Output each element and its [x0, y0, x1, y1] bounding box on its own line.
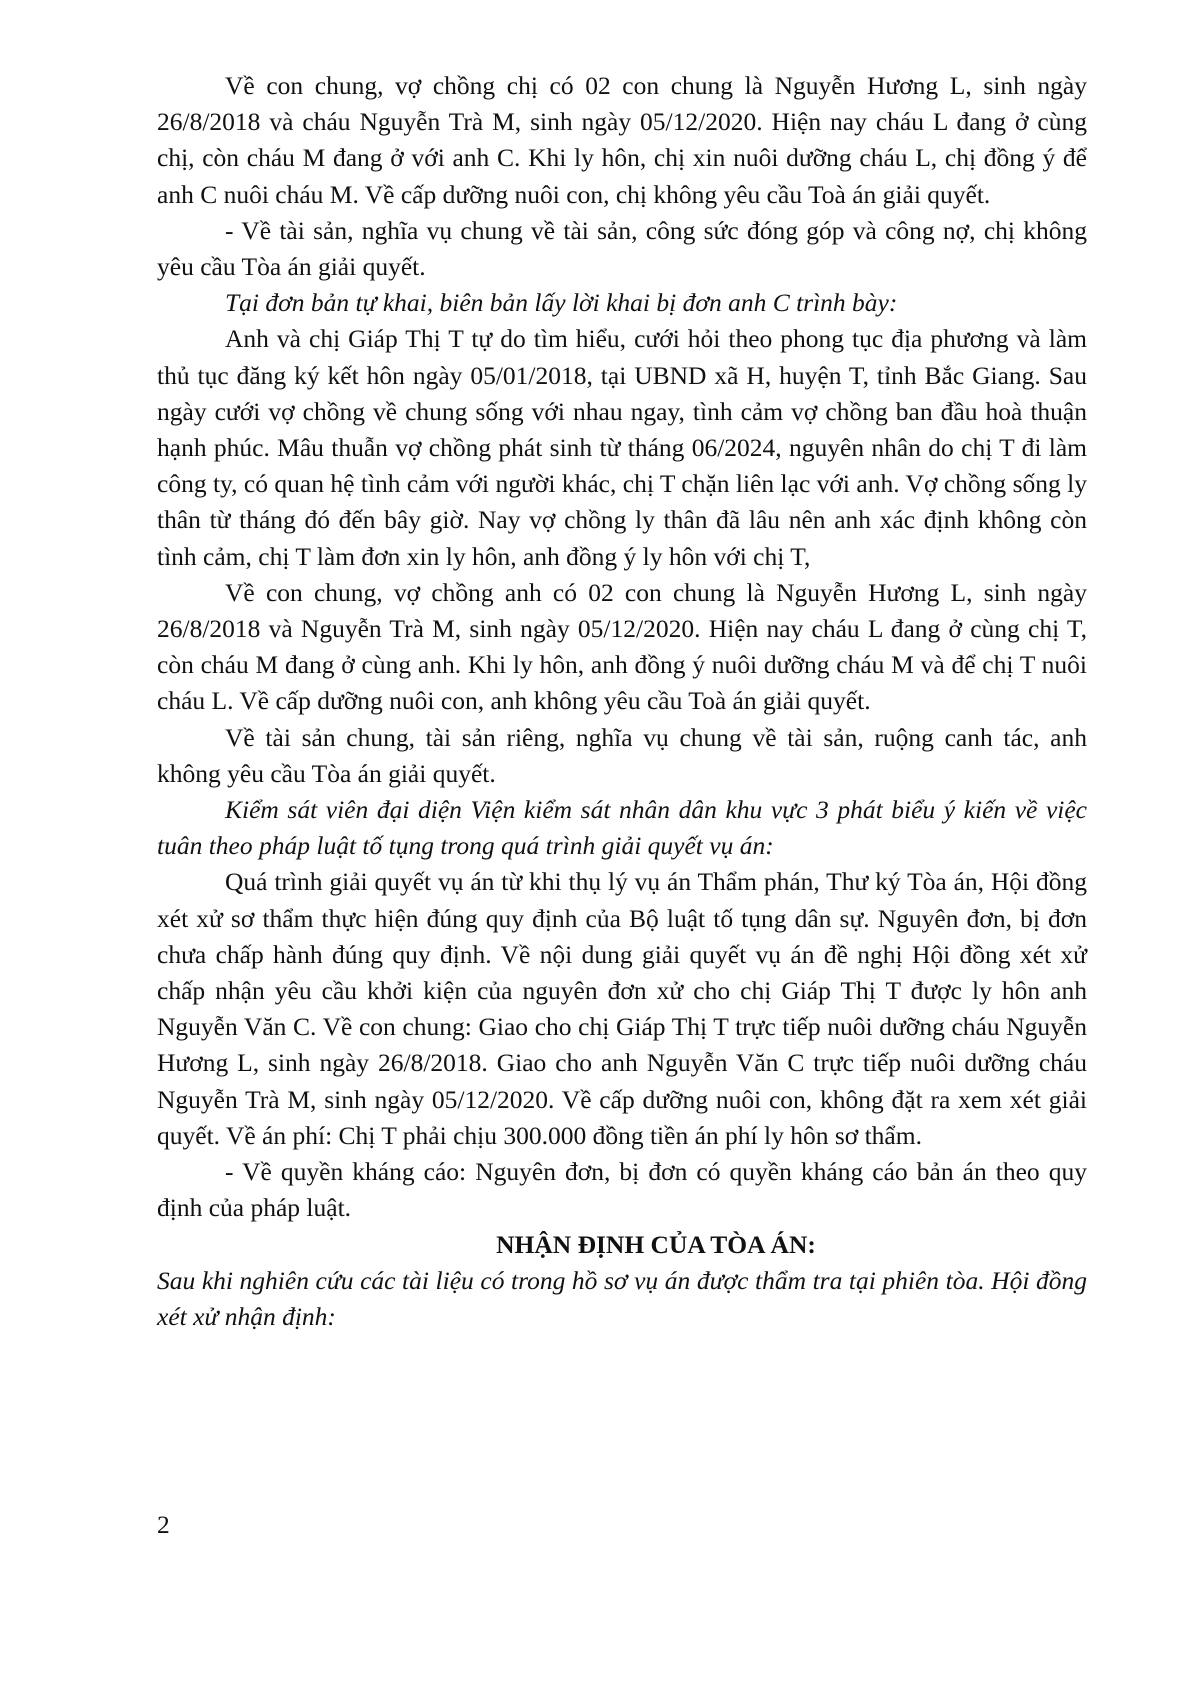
paragraph-prosecutor-intro: Kiểm sát viên đại diện Viện kiểm sát nhân dân khu vực 3 phát biểu ý kiến về việc tuân theo pháp luật tố tụng trong quá trình giải quyết vụ án: — [157, 795, 1087, 861]
section-heading: NHẬN ĐỊNH CỦA TÒA ÁN: — [496, 1229, 816, 1259]
page-number: 2 — [157, 1510, 170, 1539]
paragraph-children-plaintiff: Về con chung, vợ chồng chị có 02 con chung là Nguyễn Hương L, sinh ngày 26/8/2018 và cháu Nguyễn Trà M, sinh ngày 05/12/2020. Hiện nay cháu L đang ở cùng chị, còn cháu M đang ở với anh C. Khi ly hôn, chị xin nuôi dưỡng cháu L, chị đồng ý để anh C nuôi cháu M. Về cấp dưỡng nuôi con, chị không yêu cầu Toà án giải quyết. — [157, 71, 1087, 209]
paragraph-property-plaintiff: - Về tài sản, nghĩa vụ chung về tài sản, công sức đóng góp và công nợ, chị không yêu cầu Tòa án giải quyết. — [157, 215, 1087, 282]
paragraph-appeal-right: - Về quyền kháng cáo: Nguyên đơn, bị đơn có quyền kháng cáo bản án theo quy định của pháp luật. — [157, 1157, 1087, 1223]
document-body — [157, 68, 1087, 1335]
paragraph-council-intro: Sau khi nghiên cứu các tài liệu có trong hồ sơ vụ án được thẩm tra tại phiên tòa. Hội đồng xét xử nhận định: — [157, 1265, 1087, 1331]
paragraph-property-defendant: Về tài sản chung, tài sản riêng, nghĩa vụ chung về tài sản, ruộng canh tác, anh không yêu cầu Tòa án giải quyết. — [157, 722, 1087, 788]
paragraph-defendant-intro: Tại đơn bản tự khai, biên bản lấy lời khai bị đơn anh C trình bày: — [225, 288, 898, 318]
paragraph-defendant-statement: Anh và chị Giáp Thị T tự do tìm hiểu, cưới hỏi theo phong tục địa phương và làm thủ tục đăng ký kết hôn ngày 05/01/2018, tại UBND xã H, huyện T, tỉnh Bắc Giang. Sau ngày cưới vợ chồng về chung sống với nhau ngay, tình cảm vợ chồng ban đầu hoà thuận hạnh phúc. Mâu thuẫn vợ chồng phát sinh từ tháng 06/2024, nguyên nhân do chị T đi làm công ty, có quan hệ tình cảm với người khác, chị T chặn liên lạc với anh. Vợ chồng sống ly thân từ tháng đó đến bây giờ. Nay vợ chồng ly thân đã lâu nên anh xác định không còn tình cảm, chị T làm đơn xin ly hôn, anh đồng ý ly hôn với chị T, — [157, 324, 1087, 571]
paragraph-prosecutor-opinion: Quá trình giải quyết vụ án từ khi thụ lý vụ án Thẩm phán, Thư ký Tòa án, Hội đồng xét xử sơ thẩm thực hiện đúng quy định của Bộ luật tố tụng dân sự. Nguyên đơn, bị đơn chưa chấp hành đúng quy định. Về nội dung giải quyết vụ án đề nghị Hội đồng xét xử chấp nhận yêu cầu khởi kiện của nguyên đơn xử cho chị Giáp Thị T được ly hôn anh Nguyễn Văn C. Về con chung: Giao cho chị Giáp Thị T trực tiếp nuôi dưỡng cháu Nguyễn Hương L, sinh ngày 26/8/2018. Giao cho anh Nguyễn Văn C trực tiếp nuôi dưỡng cháu Nguyễn Trà M, sinh ngày 05/12/2020. Về cấp dưỡng nuôi con, không đặt ra xem xét giải quyết. Về án phí: Chị T phải chịu 300.000 đồng tiền án phí ly hôn sơ thẩm. — [157, 867, 1087, 1150]
paragraph-children-defendant: Về con chung, vợ chồng anh có 02 con chung là Nguyễn Hương L, sinh ngày 26/8/2018 và Nguyễn Trà M, sinh ngày 05/12/2020. Hiện nay cháu L đang ở cùng chị T, còn cháu M đang ở cùng anh. Khi ly hôn, anh đồng ý nuôi dưỡng cháu M và để chị T nuôi cháu L. Về cấp dưỡng nuôi con, anh không yêu cầu Toà án giải quyết. — [157, 577, 1087, 716]
